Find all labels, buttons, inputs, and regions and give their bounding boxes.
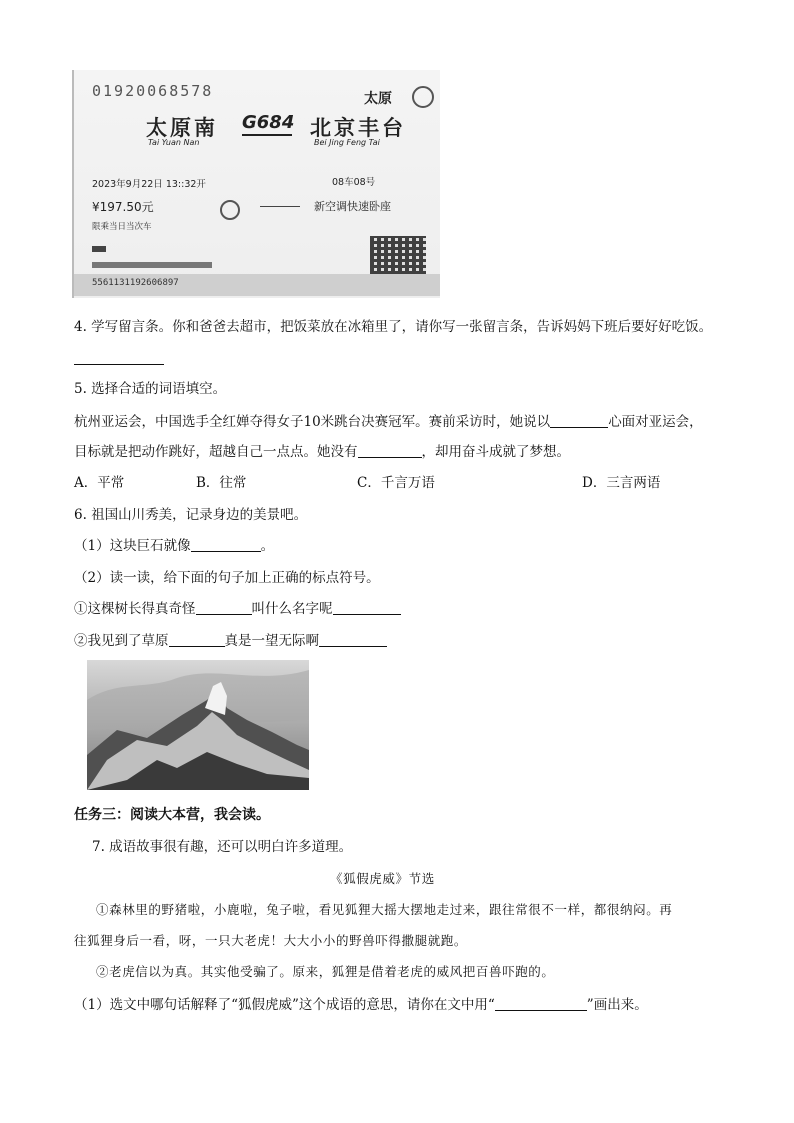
question-4: 4. 学写留言条。你和爸爸去超市，把饭菜放在冰箱里了，请你写一张留言条，告诉妈妈下班后要好好吃饭。 [74, 319, 713, 335]
question-5-line2 [74, 443, 570, 461]
ticket-seat-class: 新空调快速卧座 [314, 200, 391, 213]
q6-s1-blank-2[interactable] [333, 600, 401, 615]
task3-heading: 任务三：阅读大本营，我会读。 [74, 807, 270, 823]
question-6-title: 6. 祖国山川秀美，记录身边的美景吧。 [74, 507, 308, 523]
q5-blank-2[interactable] [358, 443, 422, 458]
question-5-line1 [74, 413, 703, 431]
ticket-stamp-icon [412, 86, 434, 108]
ticket-bottom-code: 5561131192606897 [92, 278, 179, 288]
question-7-title: 7. 成语故事很有趣，还可以明白许多道理。 [92, 839, 353, 855]
ticket-from-pinyin: Tai Yuan Nan [148, 138, 200, 147]
q6-sentence-1 [74, 600, 401, 618]
ticket-train-no: G684 [242, 112, 295, 133]
q5-option-d[interactable]: D．三言两语 [582, 475, 661, 491]
ticket-station-top-right: 太原 [364, 91, 392, 107]
q6-sentence-2 [74, 632, 387, 650]
q6-sub1-text-a: （1）这块巨石就像 [74, 538, 191, 554]
q7-sub1 [74, 996, 648, 1014]
q6-s1-text-a: ①这棵树长得真奇怪 [74, 601, 196, 617]
q7-passage-title: 《狐假虎威》节选 [330, 871, 435, 886]
q5-option-b[interactable]: B．往常 [196, 475, 247, 491]
ticket-note: 限乘当日当次车 [92, 222, 152, 232]
ticket-to-pinyin: Bei Jing Feng Tai [314, 138, 380, 147]
q6-s2-text-b: 真是一望无际啊 [224, 633, 319, 649]
ticket-to-station: 北京丰台 [310, 116, 406, 140]
q4-answer-line[interactable] [74, 350, 164, 365]
q6-s2-blank-1[interactable] [169, 632, 225, 647]
q6-s1-text-b: 叫什么名字呢 [251, 601, 333, 617]
mountain-rock-photo [87, 660, 309, 790]
ticket-arrow-icon [242, 134, 292, 136]
q5-line2-text-a: 目标就是把动作跳好，超越自己一点点。她没有 [74, 444, 358, 460]
q7-sub1-text-a: （1）选文中哪句话解释了“狐假虎威”这个成语的意思，请你在文中用“ [74, 997, 495, 1013]
q7-passage-p1-line1: ①森林里的野猪啦，小鹿啦，兔子啦，看见狐狸大摇大摆地走过来，跟往常很不一样，都很纳闷。再 [96, 902, 673, 917]
train-ticket-photo [72, 70, 440, 298]
ticket-id-line [92, 246, 106, 252]
question-5-title: 5. 选择合适的词语填空。 [74, 381, 227, 397]
ticket-divider [260, 206, 300, 207]
ticket-price: ¥197.50元 [92, 200, 154, 214]
q7-passage-p1-line2: 往狐狸身后一看，呀，一只大老虎！大大小小的野兽吓得撒腿就跑。 [74, 933, 468, 948]
q6-sub1 [74, 537, 274, 555]
ticket-serial: 01920068578 [92, 82, 214, 100]
q5-line1-text-a: 杭州亚运会，中国选手全红婵夺得女子10米跳台决赛冠军。赛前采访时，她说以 [74, 414, 551, 430]
ticket-from-station: 太原南 [146, 116, 218, 140]
mountain-rock-image [87, 660, 309, 790]
q7-passage-p2: ②老虎信以为真。其实他受骗了。原来，狐狸是借着老虎的威风把百兽吓跑的。 [96, 964, 555, 979]
ticket-datetime: 2023年9月22日 13::32开 [92, 179, 206, 190]
ticket-seat-no: 08车08号 [332, 177, 376, 188]
q5-option-a[interactable]: A．平常 [74, 475, 125, 491]
ticket-passenger-line [92, 262, 212, 268]
q5-option-c[interactable]: C．千言万语 [357, 475, 435, 491]
q5-line2-text-b: ，却用奋斗成就了梦想。 [421, 444, 570, 460]
q6-s2-text-a: ②我见到了草原 [74, 633, 169, 649]
q6-sub1-blank[interactable] [191, 537, 261, 552]
q5-blank-1[interactable] [550, 413, 608, 428]
q6-s2-blank-2[interactable] [319, 632, 387, 647]
ticket-seal-icon [220, 200, 240, 220]
q6-s1-blank-1[interactable] [196, 600, 252, 615]
q6-sub1-text-b: 。 [260, 538, 275, 554]
q6-sub2: （2）读一读，给下面的句子加上正确的标点符号。 [74, 570, 380, 586]
q7-sub1-text-b: ”画出来。 [586, 997, 648, 1013]
q7-sub1-underline-sample [495, 996, 587, 1011]
q5-line1-text-b: 心面对亚运会， [608, 414, 703, 430]
